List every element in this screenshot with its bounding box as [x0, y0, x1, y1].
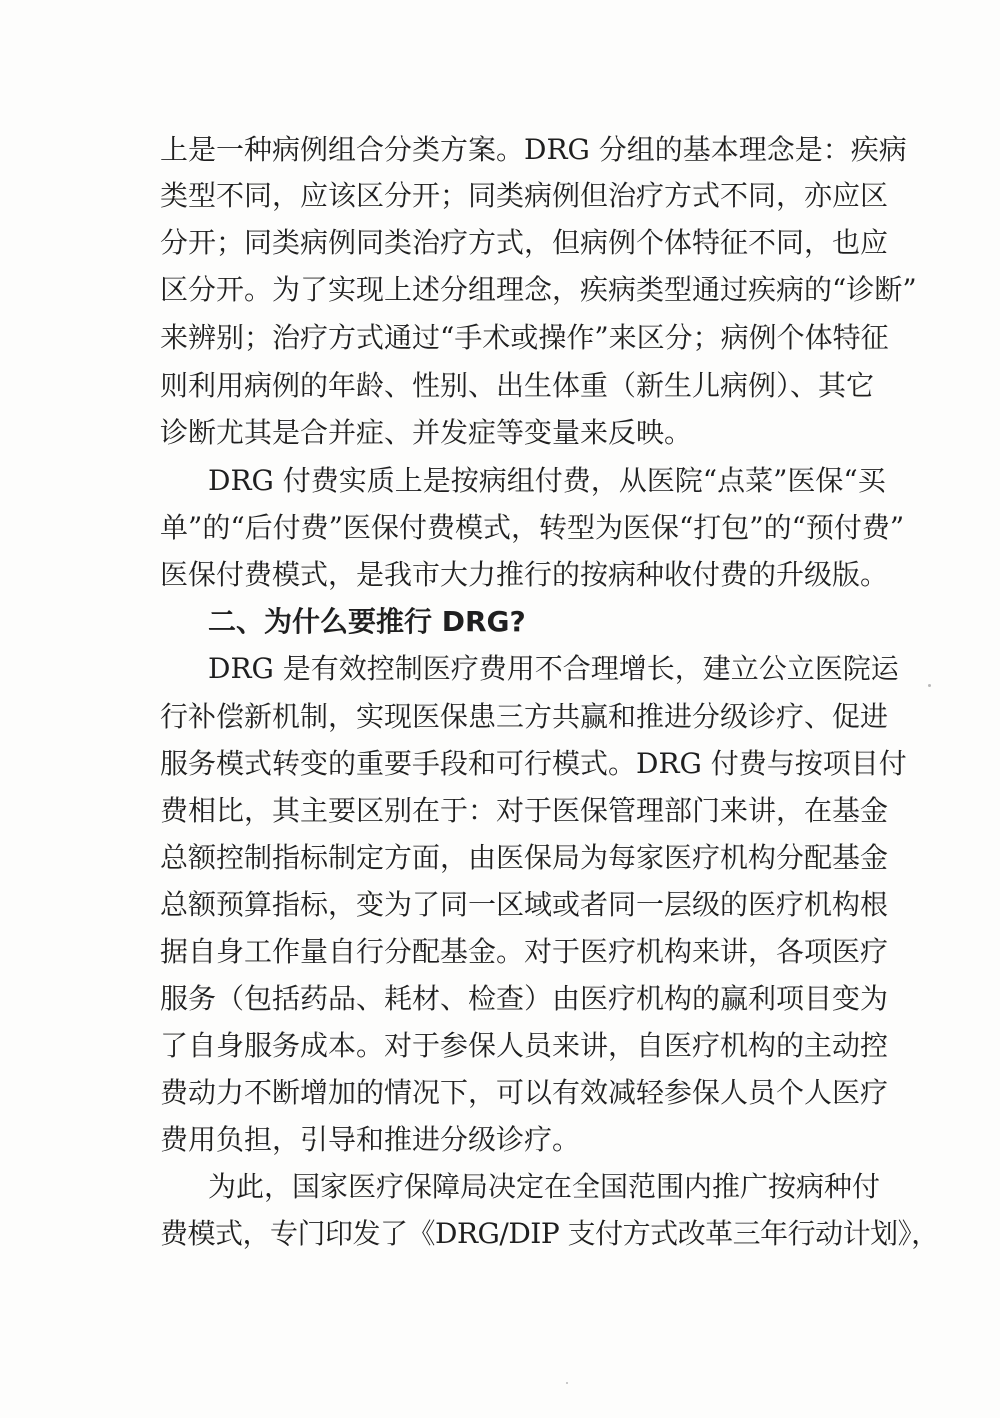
paragraph-line: 服务模式转变的重要手段和可行模式。DRG 付费与按项目付	[160, 747, 907, 780]
paragraph-line: 则利用病例的年龄、性别、出生体重（新生儿病例）、其它	[160, 369, 875, 402]
paragraph-line: 总额预算指标，变为了同一区域或者同一层级的医疗机构根	[160, 888, 889, 921]
paragraph-line: 服务（包括药品、耗材、检查）由医疗机构的赢利项目变为	[160, 982, 889, 1015]
paragraph-line: 诊断尤其是合并症、并发症等变量来反映。	[160, 416, 693, 449]
section-heading: 二、为什么要推行 DRG?	[208, 605, 526, 638]
paragraph-line: 据自身工作量自行分配基金。对于医疗机构来讲，各项医疗	[160, 935, 889, 968]
paragraph-line: 了自身服务成本。对于参保人员来讲，自医疗机构的主动控	[160, 1029, 889, 1062]
paragraph-line: 费用负担，引导和推进分级诊疗。	[160, 1123, 581, 1156]
paragraph-line: 上是一种病例组合分类方案。DRG 分组的基本理念是：疾病	[160, 133, 907, 166]
paragraph-line: 分开；同类病例同类治疗方式，但病例个体特征不同，也应	[160, 226, 889, 259]
paragraph-line: 医保付费模式，是我市大力推行的按病种收付费的升级版。	[160, 558, 889, 591]
paragraph-line: 费相比，其主要区别在于：对于医保管理部门来讲，在基金	[160, 794, 889, 827]
paragraph-line: 费模式，专门印发了《DRG/DIP 支付方式改革三年行动计划》，	[160, 1217, 939, 1250]
scan-speck	[566, 1382, 568, 1384]
paragraph-line: 单”的“后付费”医保付费模式，转型为医保“打包”的“预付费”	[160, 511, 905, 544]
paragraph-line: 来辨别；治疗方式通过“手术或操作”来区分；病例个体特征	[160, 321, 889, 354]
paragraph-line: 费动力不断增加的情况下，可以有效减轻参保人员个人医疗	[160, 1076, 889, 1109]
paragraph-line: 行补偿新机制，实现医保患三方共赢和推进分级诊疗、促进	[160, 700, 889, 733]
paragraph-line: 为此，国家医疗保障局决定在全国范围内推广按病种付	[208, 1170, 881, 1203]
paragraph-line: DRG 是有效控制医疗费用不合理增长，建立公立医院运	[208, 652, 899, 685]
paragraph-line: 区分开。为了实现上述分组理念，疾病类型通过疾病的“诊断”	[160, 273, 917, 306]
scan-speck	[928, 684, 931, 687]
paragraph-line: 总额控制指标制定方面，由医保局为每家医疗机构分配基金	[160, 841, 889, 874]
paragraph-line: DRG 付费实质上是按病组付费，从医院“点菜”医保“买	[208, 464, 886, 497]
paragraph-line: 类型不同，应该区分开；同类病例但治疗方式不同，亦应区	[160, 179, 889, 212]
